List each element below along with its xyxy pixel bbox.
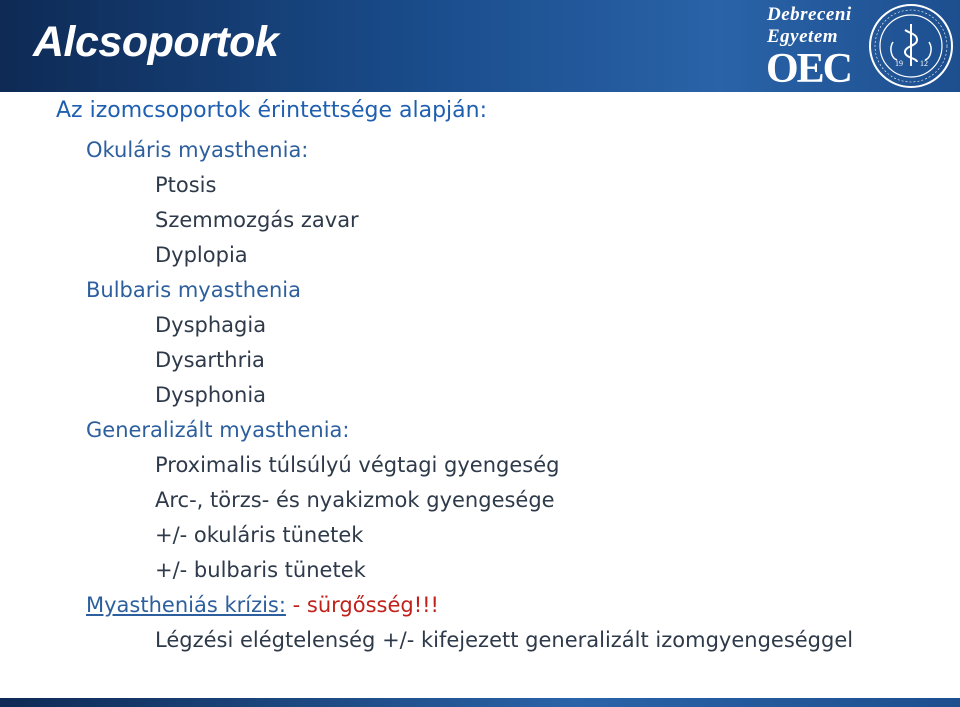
- list-item: +/- bulbaris tünetek: [155, 558, 366, 582]
- slide-content: [0, 92, 960, 692]
- logo-abbreviation: OEC: [766, 46, 852, 92]
- page-title: Alcsoportok: [33, 18, 279, 66]
- crisis-heading: [86, 593, 439, 617]
- group-label-bulbar: Bulbaris myasthenia: [86, 278, 302, 302]
- list-item: Dyplopia: [155, 243, 248, 267]
- logo-line-1: Debreceni: [767, 4, 852, 25]
- group-label-generalized: Generalizált myasthenia:: [86, 418, 350, 442]
- list-item: Dysphagia: [155, 313, 267, 337]
- group-label-ocular: Okuláris myasthenia:: [86, 138, 309, 162]
- list-item: Légzési elégtelenség +/- kifejezett generalizált izomgyengeséggel: [155, 628, 854, 652]
- university-logo: [764, 2, 960, 92]
- list-item: Dysphonia: [155, 383, 267, 407]
- university-seal-icon: [867, 2, 955, 90]
- list-item: Dysarthria: [155, 348, 265, 372]
- footer-bar: [0, 698, 960, 707]
- list-item: Arc-, törzs- és nyakizmok gyengesége: [155, 488, 555, 512]
- seal-year-right: 12: [920, 59, 928, 68]
- logo-line-2: Egyetem: [767, 26, 839, 47]
- crisis-urgency: - sürgősség!!!: [285, 593, 439, 617]
- list-item: Szemmozgás zavar: [155, 208, 359, 232]
- section-heading: Az izomcsoportok érintettsége alapján:: [56, 98, 487, 123]
- seal-year-left: 19: [895, 59, 903, 68]
- header-bar: [0, 0, 960, 92]
- list-item: Proximalis túlsúlyú végtagi gyengeség: [155, 453, 560, 477]
- list-item: +/- okuláris tünetek: [155, 523, 364, 547]
- crisis-label: Myastheniás krízis:: [86, 593, 286, 617]
- list-item: Ptosis: [155, 173, 217, 197]
